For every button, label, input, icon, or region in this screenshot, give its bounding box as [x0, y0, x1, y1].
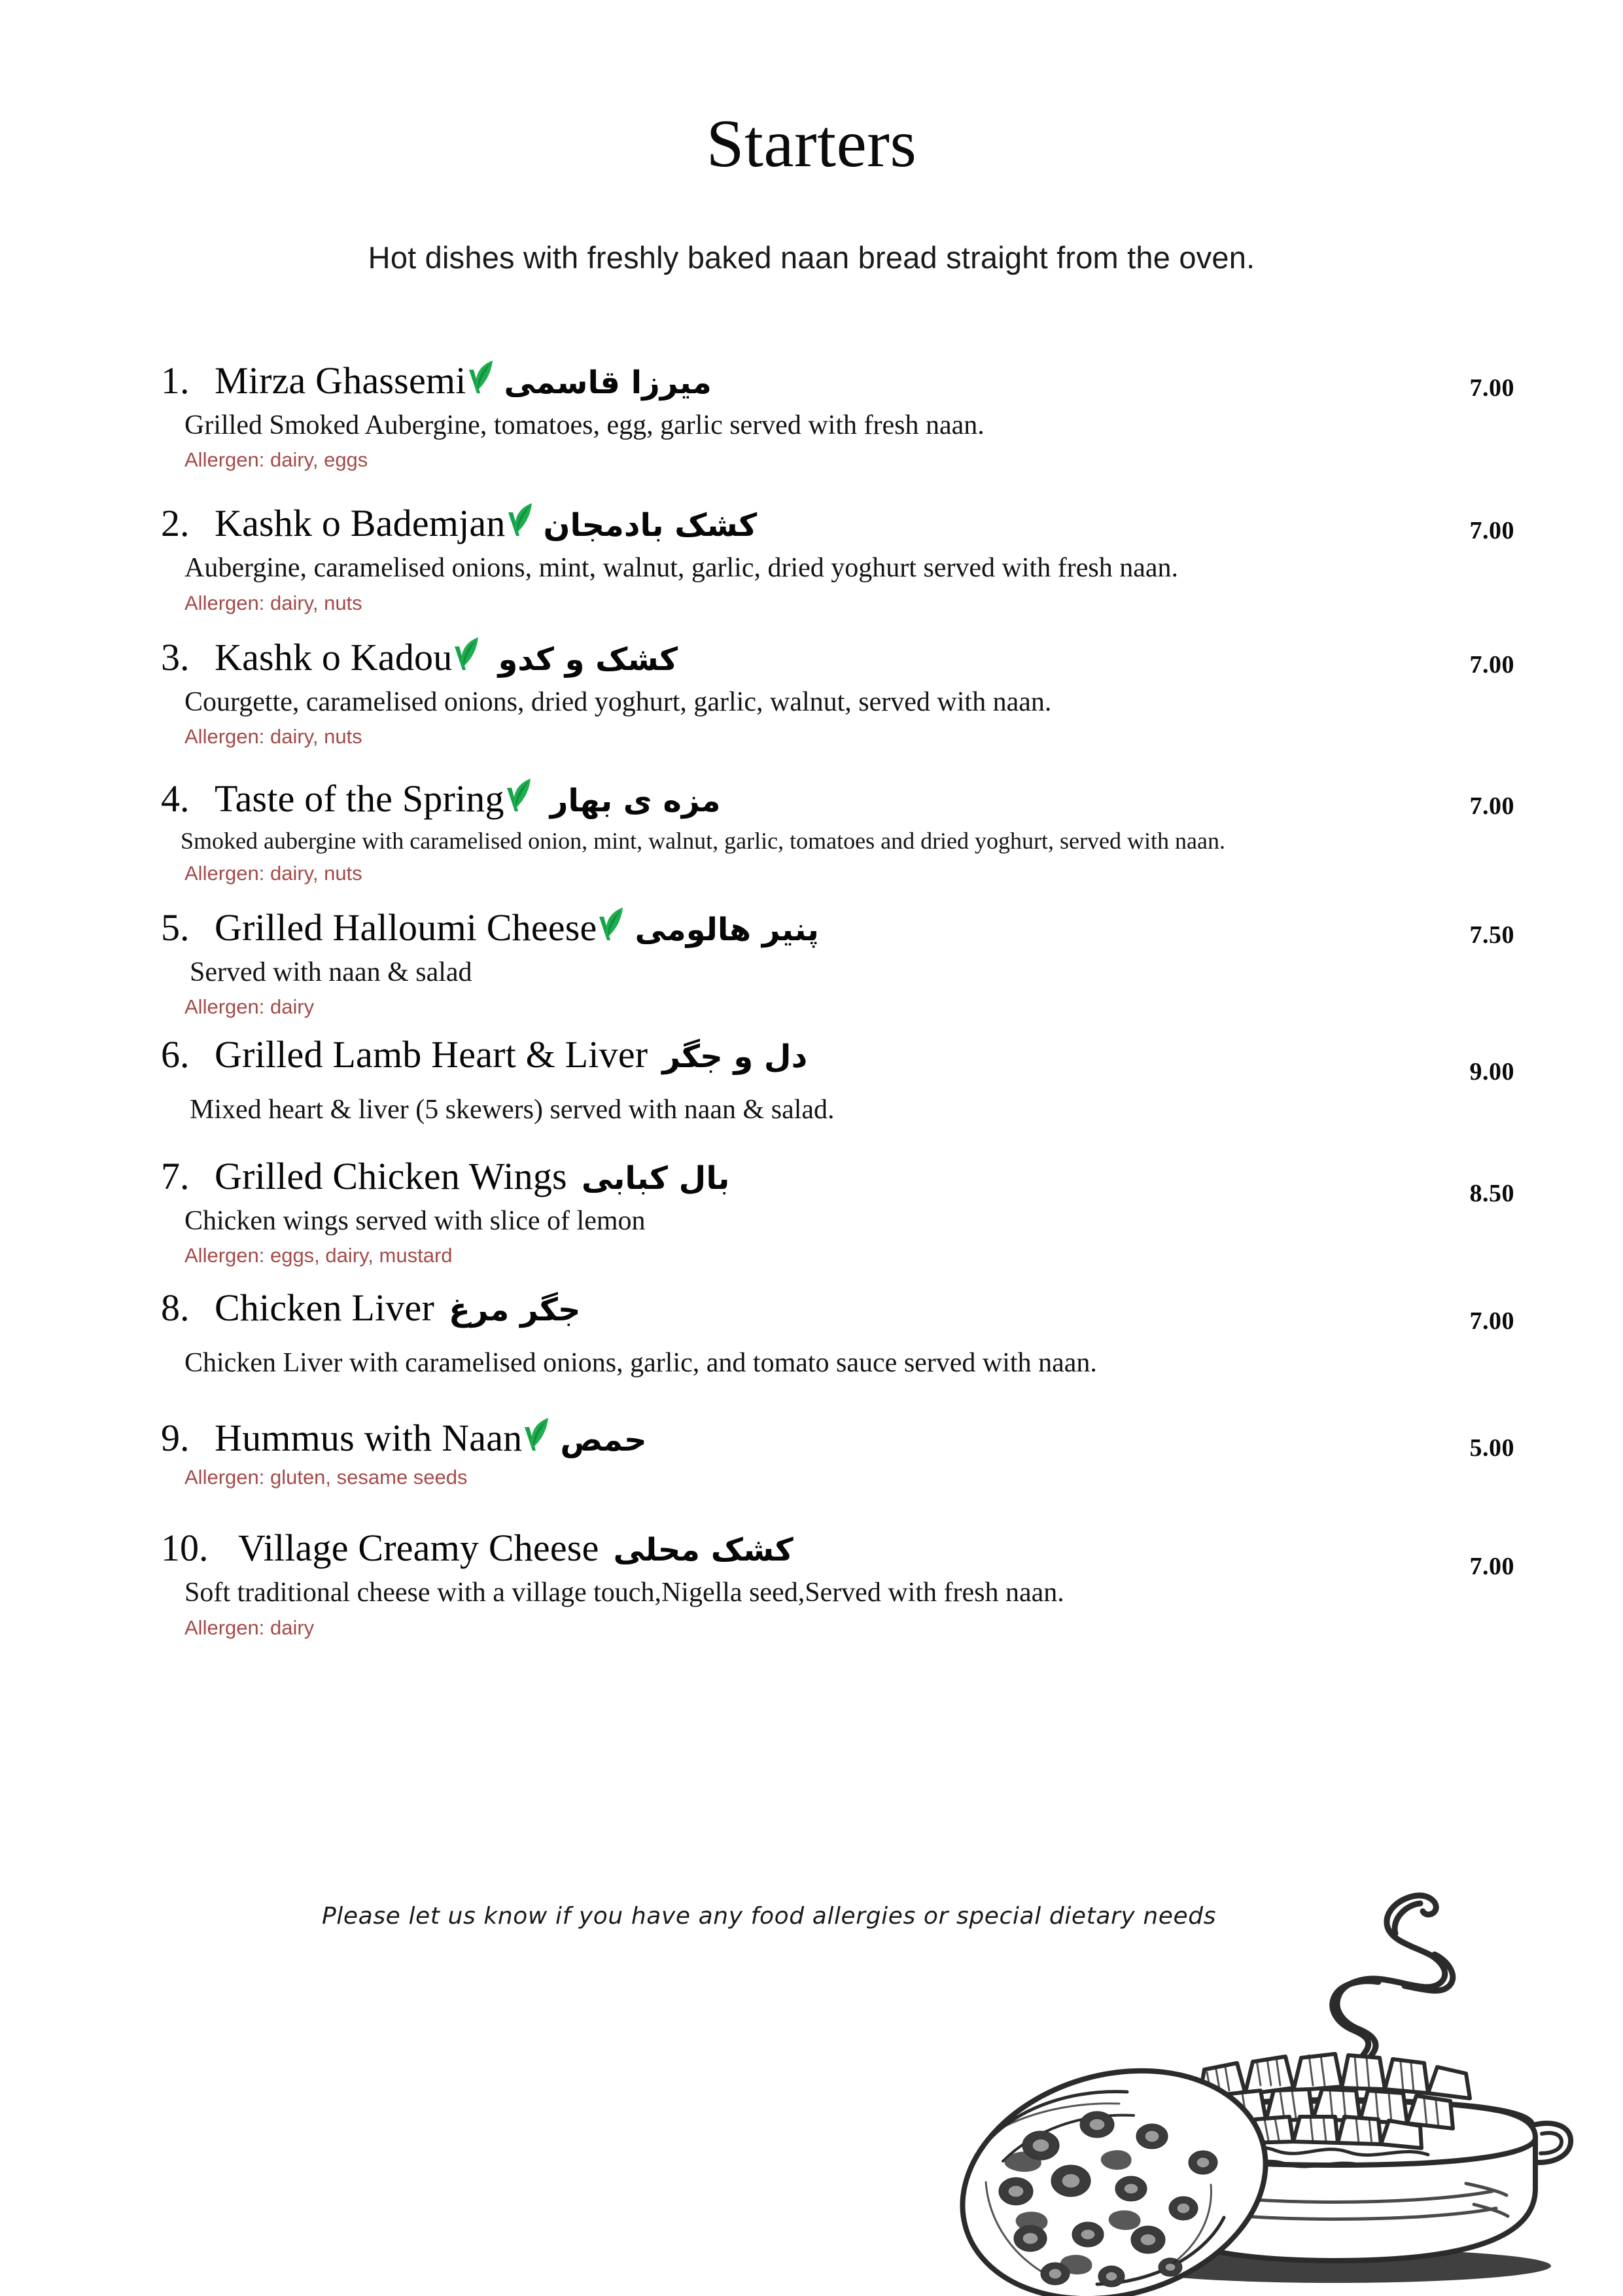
menu-item-name-en: Kashk o Bademjan [215, 502, 506, 545]
menu-item-price: 7.00 [1469, 374, 1514, 402]
menu-item-name-fa: میرزا قاسمی [504, 364, 712, 401]
menu-item-description: Mixed heart & liver (5 skewers) served with naan & salad. [190, 1094, 835, 1125]
leaf-icon [466, 359, 497, 398]
menu-item[interactable] [0, 1287, 1623, 1380]
steaming-pot-illustration [943, 1799, 1610, 2296]
menu-item-name-fa: کشک محلی [613, 1532, 794, 1569]
menu-item-title-row [161, 354, 1505, 402]
menu-item-number: 3. [161, 635, 190, 679]
menu-item-name-fa: دل و جگر [662, 1038, 808, 1075]
menu-item-price: 7.00 [1469, 517, 1514, 545]
menu-item-name-fa: کشک بادمجان [543, 507, 758, 544]
menu-item-name-en: Grilled Chicken Wings [215, 1154, 567, 1197]
allergen-note: Allergen: dairy, nuts [184, 861, 362, 885]
page-title: Starters [706, 106, 917, 181]
menu-item-name-fa: جگر مرغ [449, 1292, 581, 1329]
allergen-note: Allergen: dairy, nuts [184, 591, 362, 614]
menu-item-title-row [161, 1287, 1505, 1330]
menu-item-number: 7. [161, 1154, 190, 1197]
menu-item-name-en: Kashk o Kadou [215, 635, 453, 679]
menu-item-title-row [161, 1527, 1505, 1570]
menu-item-name-en: Grilled Lamb Heart & Liver [215, 1033, 648, 1076]
menu-item-name-en: Hummus with Naan [215, 1417, 523, 1460]
menu-item-number: 6. [161, 1033, 190, 1076]
allergen-note: Allergen: dairy [184, 1616, 315, 1639]
menu-item-description: Courgette, caramelised onions, dried yoghurt, garlic, walnut, served with naan. [184, 686, 1052, 717]
menu-item-name-fa: پنیر هالومی [635, 911, 819, 949]
menu-item-price: 5.00 [1469, 1434, 1514, 1462]
menu-item-title-row [161, 1156, 1505, 1198]
menu-item-price: 7.00 [1469, 792, 1514, 821]
leaf-icon [452, 636, 482, 675]
menu-item-name-fa: بال کبابی [581, 1159, 730, 1197]
menu-item[interactable] [0, 1156, 1623, 1267]
menu-item-title-row [161, 1411, 1505, 1460]
menu-item[interactable] [0, 901, 1623, 1019]
menu-item-title-row [161, 1034, 1505, 1076]
leaf-icon [506, 502, 536, 541]
menu-item[interactable] [0, 772, 1623, 885]
menu-item-title-row [161, 901, 1505, 949]
menu-item-number: 8. [161, 1286, 190, 1330]
menu-item-description: Chicken Liver with caramelised onions, garlic, and tomato sauce served with naan. [184, 1348, 1097, 1379]
page-subtitle: Hot dishes with freshly baked naan bread straight from the oven. [368, 240, 1255, 275]
menu-item-title-row [161, 772, 1505, 821]
menu-item-number: 9. [161, 1417, 190, 1460]
menu-item-title-row [161, 631, 1505, 679]
menu-item-description: Soft traditional cheese with a village touch,Nigella seed,Served with fresh naan. [184, 1578, 1064, 1608]
menu-item-description: Aubergine, caramelised onions, mint, walnut, garlic, dried yoghurt served with fresh naan. [184, 553, 1178, 584]
menu-item[interactable] [0, 631, 1623, 749]
menu-item-name-en: Village Creamy Cheese [238, 1527, 599, 1570]
menu-item-price: 7.00 [1469, 1553, 1514, 1581]
menu-item-number: 10. [161, 1527, 209, 1570]
menu-item-description: Grilled Smoked Aubergine, tomatoes, egg, garlic served with fresh naan. [184, 410, 985, 440]
leaf-icon [522, 1417, 552, 1456]
menu-item-title-row [161, 497, 1505, 545]
menu-item-name-en: Chicken Liver [215, 1286, 434, 1330]
menu-item[interactable] [0, 497, 1623, 614]
menu-item[interactable] [0, 1034, 1623, 1127]
allergen-note: Allergen: dairy, eggs [184, 448, 368, 472]
menu-item-name-fa: کشک و کدو [498, 641, 678, 678]
menu-item-price: 7.00 [1469, 650, 1514, 679]
menu-item-description: Smoked aubergine with caramelised onion, mint, walnut, garlic, tomatoes and dried yoghurt, served with naan. [181, 828, 1225, 855]
menu-item[interactable] [0, 1411, 1623, 1489]
menu-item-name-en: Taste of the Spring [215, 777, 504, 821]
menu-item-price: 9.00 [1469, 1057, 1514, 1086]
menu-item-name-en: Mirza Ghassemi [215, 359, 466, 402]
menu-item-number: 2. [161, 502, 190, 545]
leaf-icon [504, 777, 534, 817]
allergen-note: Allergen: dairy [184, 995, 315, 1019]
menu-item-number: 4. [161, 777, 190, 821]
allergy-disclaimer: Please let us know if you have any food allergies or special dietary needs [322, 1903, 1217, 1930]
leaf-icon [597, 906, 627, 945]
menu-item-price: 7.00 [1469, 1307, 1514, 1335]
menu-list [0, 354, 1623, 1640]
allergen-note: Allergen: eggs, dairy, mustard [184, 1243, 453, 1267]
menu-item-number: 1. [161, 359, 190, 402]
menu-item[interactable] [0, 354, 1623, 472]
menu-item-name-en: Grilled Halloumi Cheese [215, 906, 597, 949]
allergen-note: Allergen: gluten, sesame seeds [184, 1466, 468, 1489]
allergen-note: Allergen: dairy, nuts [184, 724, 362, 748]
menu-item[interactable] [0, 1527, 1623, 1639]
menu-item-name-fa: حمص [560, 1422, 647, 1459]
menu-item-number: 5. [161, 906, 190, 949]
menu-item-price: 8.50 [1469, 1179, 1514, 1207]
menu-item-price: 7.50 [1469, 921, 1514, 949]
menu-item-description: Served with naan & salad [190, 957, 472, 988]
menu-item-name-fa: مزه ی بهار [550, 783, 721, 820]
menu-item-description: Chicken wings served with slice of lemon [184, 1205, 646, 1236]
